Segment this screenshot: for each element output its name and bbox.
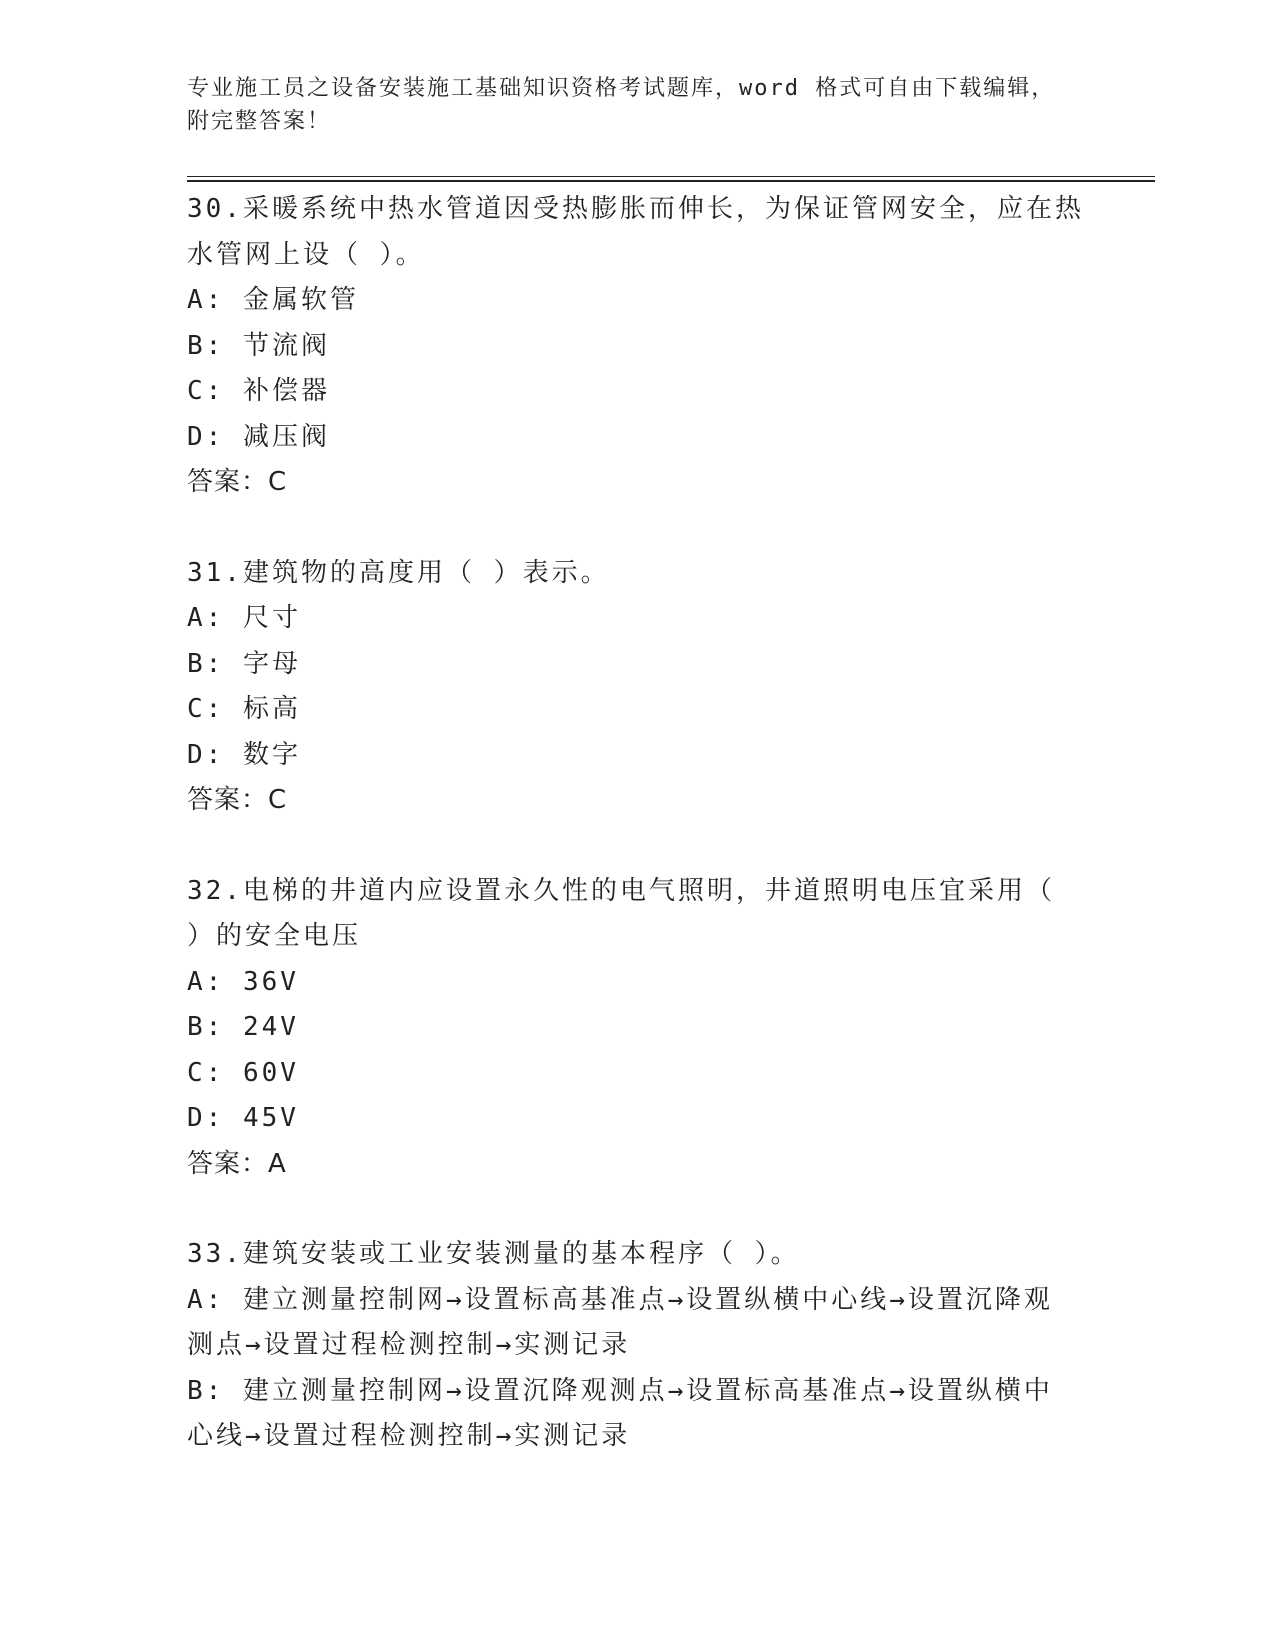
option-d: D: 减压阀: [187, 421, 330, 452]
question-stem-line: ）的安全电压: [187, 921, 362, 951]
question-stem-line: 31.建筑物的高度用（ ）表示。: [187, 557, 610, 588]
option-b-line: 心线→设置过程检测控制→实测记录: [187, 1421, 631, 1451]
option-c: C: 标高: [187, 694, 301, 724]
question-32: [187, 869, 1087, 1188]
question-stem-line: 32.电梯的井道内应设置永久性的电气照明，井道照明电压宜采用（: [187, 875, 1055, 906]
header-divider-thin: [187, 176, 1155, 177]
option-c: C: 60V: [187, 1057, 299, 1088]
header-line-1: 专业施工员之设备安装施工基础知识资格考试题库，word 格式可自由下载编辑，: [187, 76, 1056, 101]
header-divider-thick: [187, 180, 1155, 182]
option-a-line: A: 建立测量控制网→设置标高基准点→设置纵横中心线→设置沉降观: [187, 1284, 1053, 1315]
option-b: B: 字母: [187, 648, 301, 679]
option-a: A: 尺寸: [187, 603, 301, 633]
question-stem-line: 30.采暖系统中热水管道因受热膨胀而伸长，为保证管网安全，应在热: [187, 194, 1084, 224]
question-stem-line: 33.建筑安装或工业安装测量的基本程序（ ）。: [187, 1239, 800, 1269]
question-33: [187, 1232, 1087, 1460]
option-a: A: 金属软管: [187, 285, 359, 315]
answer-line: 答案：A: [187, 1148, 287, 1179]
option-b-line: B: 建立测量控制网→设置沉降观测点→设置标高基准点→设置纵横中: [187, 1375, 1053, 1406]
option-c: C: 补偿器: [187, 376, 330, 406]
option-b: B: 节流阀: [187, 330, 330, 361]
option-d: D: 45V: [187, 1103, 299, 1133]
option-a-line: 测点→设置过程检测控制→实测记录: [187, 1330, 631, 1360]
option-d: D: 数字: [187, 739, 301, 770]
option-b: B: 24V: [187, 1012, 299, 1042]
question-30: [187, 187, 1087, 506]
question-stem-line: 水管网上设（ ）。: [187, 239, 425, 270]
answer-line: 答案：C: [187, 785, 288, 815]
header-line-2: 附完整答案！: [187, 109, 332, 134]
question-list: [187, 187, 1087, 1505]
answer-line: 答案：C: [187, 467, 288, 497]
document-header: [187, 72, 1087, 138]
question-31: [187, 551, 1087, 824]
option-a: A: 36V: [187, 966, 299, 997]
